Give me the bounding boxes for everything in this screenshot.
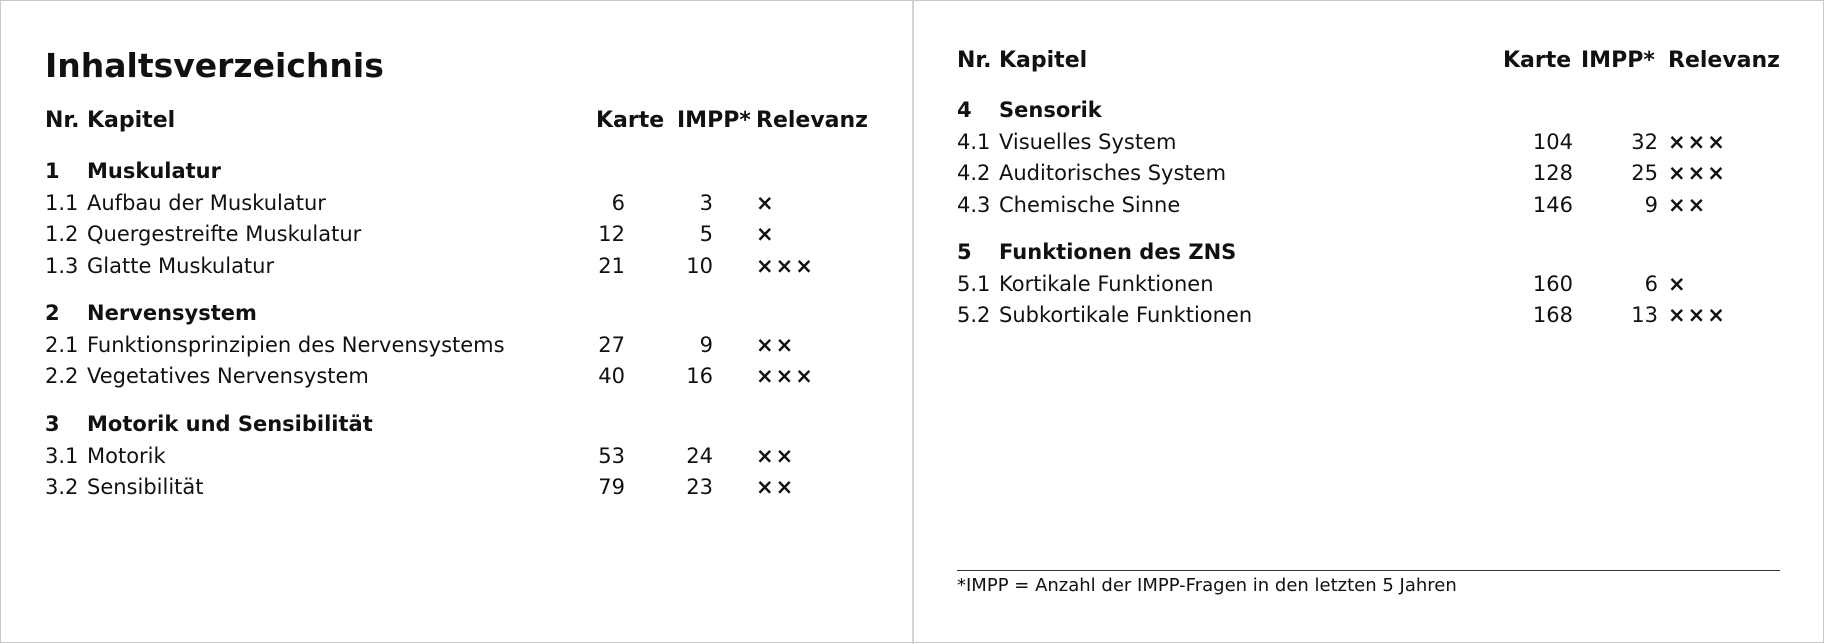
relevance-marks: × [1668,271,1688,296]
impp-value: 10 [686,253,713,278]
column-header [957,48,1781,78]
impp-value: 23 [686,475,713,499]
relevance-marks: ×× [1668,192,1708,217]
section-2 [45,301,865,396]
header-karte: Karte [596,108,665,133]
header-karte: Karte [1503,48,1572,73]
footnote: *IMPP = Anzahl der IMPP-Fragen in den letzten 5 Jahren [957,575,1457,596]
chapter-title: Visuelles System [999,129,1177,154]
relevance-marks: ××× [756,253,815,278]
impp-value: 16 [686,364,713,388]
toc-row [45,222,865,254]
section-1 [45,159,865,285]
page-divider [912,1,914,644]
relevance-marks: × [756,190,776,215]
chapter-number: 1.1 [45,190,79,215]
toc-row [957,193,1781,225]
karte-value: 128 [1532,161,1573,185]
section-heading [45,301,865,333]
section-title: Nervensystem [87,301,257,325]
chapter-number: 5.2 [957,303,991,327]
impp-value: 24 [686,443,713,468]
chapter-title: Motorik [87,443,166,468]
relevance-marks: ×× [756,332,796,357]
header-nr: Nr. [957,48,992,73]
relevance-marks: ××× [1668,129,1727,154]
left-page [45,1,868,644]
section-number: 4 [957,98,972,122]
relevance-marks: ××× [1668,161,1727,185]
toc-row [45,475,865,507]
toc-row [45,191,865,223]
toc-row [45,444,865,476]
impp-value: 25 [1631,161,1658,185]
chapter-title: Auditorisches System [999,161,1227,185]
section-4 [957,98,1781,224]
header-kapitel: Kapitel [87,108,176,133]
chapter-title: Kortikale Funktionen [999,271,1214,296]
karte-value: 21 [598,253,625,278]
relevance-marks: ×× [756,475,796,499]
section-title: Funktionen des ZNS [999,240,1237,264]
header-nr: Nr. [45,108,80,133]
chapter-title: Chemische Sinne [999,192,1181,217]
chapter-number: 3.1 [45,443,79,468]
chapter-title: Quergestreifte Muskulatur [87,222,362,246]
section-5 [957,240,1781,335]
karte-value: 146 [1532,192,1573,217]
page-title: Inhaltsverzeichnis [45,46,384,85]
chapter-number: 2.2 [45,364,79,388]
footnote-rule [957,570,1780,571]
section-title: Muskulatur [87,159,221,183]
chapter-title: Glatte Muskulatur [87,253,275,278]
chapter-number: 2.1 [45,332,79,357]
chapter-title: Subkortikale Funktionen [999,303,1253,327]
header-relevanz: Relevanz [756,108,868,133]
karte-value: 104 [1532,129,1573,154]
chapter-title: Aufbau der Muskulatur [87,190,326,215]
karte-value: 53 [598,443,625,468]
relevance-marks: ××× [756,364,815,388]
karte-value: 40 [598,364,625,388]
chapter-number: 1.2 [45,222,79,246]
header-kapitel: Kapitel [999,48,1088,73]
impp-value: 9 [1644,192,1658,217]
impp-value: 13 [1631,303,1658,327]
impp-value: 5 [699,222,713,246]
impp-value: 6 [1644,271,1658,296]
toc-row [45,333,865,365]
chapter-number: 4.3 [957,192,991,217]
section-number: 5 [957,240,972,264]
karte-value: 160 [1532,271,1573,296]
section-title: Sensorik [999,98,1102,122]
karte-value: 12 [598,222,625,246]
chapter-number: 3.2 [45,475,79,499]
header-impp: IMPP* [677,108,751,133]
header-impp: IMPP* [1581,48,1655,73]
section-3 [45,412,865,507]
toc-row [957,272,1781,304]
section-title: Motorik und Sensibilität [87,412,373,436]
column-header [45,108,868,138]
chapter-number: 4.1 [957,129,991,154]
toc-row [45,364,865,396]
impp-value: 3 [699,190,713,215]
section-heading [957,240,1781,272]
karte-value: 27 [598,332,625,357]
chapter-number: 4.2 [957,161,991,185]
chapter-number: 1.3 [45,253,79,278]
impp-value: 9 [699,332,713,357]
karte-value: 79 [598,475,625,499]
impp-value: 32 [1631,129,1658,154]
chapter-number: 5.1 [957,271,991,296]
relevance-marks: ×× [756,443,796,468]
section-heading [957,98,1781,130]
toc-row [45,254,865,286]
toc-row [957,161,1781,193]
relevance-marks: ××× [1668,303,1727,327]
chapter-title: Vegetatives Nervensystem [87,364,369,388]
chapter-title: Funktionsprinzipien des Nervensystems [87,332,505,357]
toc-row [957,130,1781,162]
karte-value: 168 [1532,303,1573,327]
section-heading [45,159,865,191]
right-page [957,1,1781,644]
relevance-marks: × [756,222,776,246]
section-number: 1 [45,159,60,183]
karte-value: 6 [611,190,625,215]
section-heading [45,412,865,444]
chapter-title: Sensibilität [87,475,204,499]
header-relevanz: Relevanz [1668,48,1780,73]
section-number: 2 [45,301,60,325]
toc-row [957,303,1781,335]
section-number: 3 [45,412,60,436]
